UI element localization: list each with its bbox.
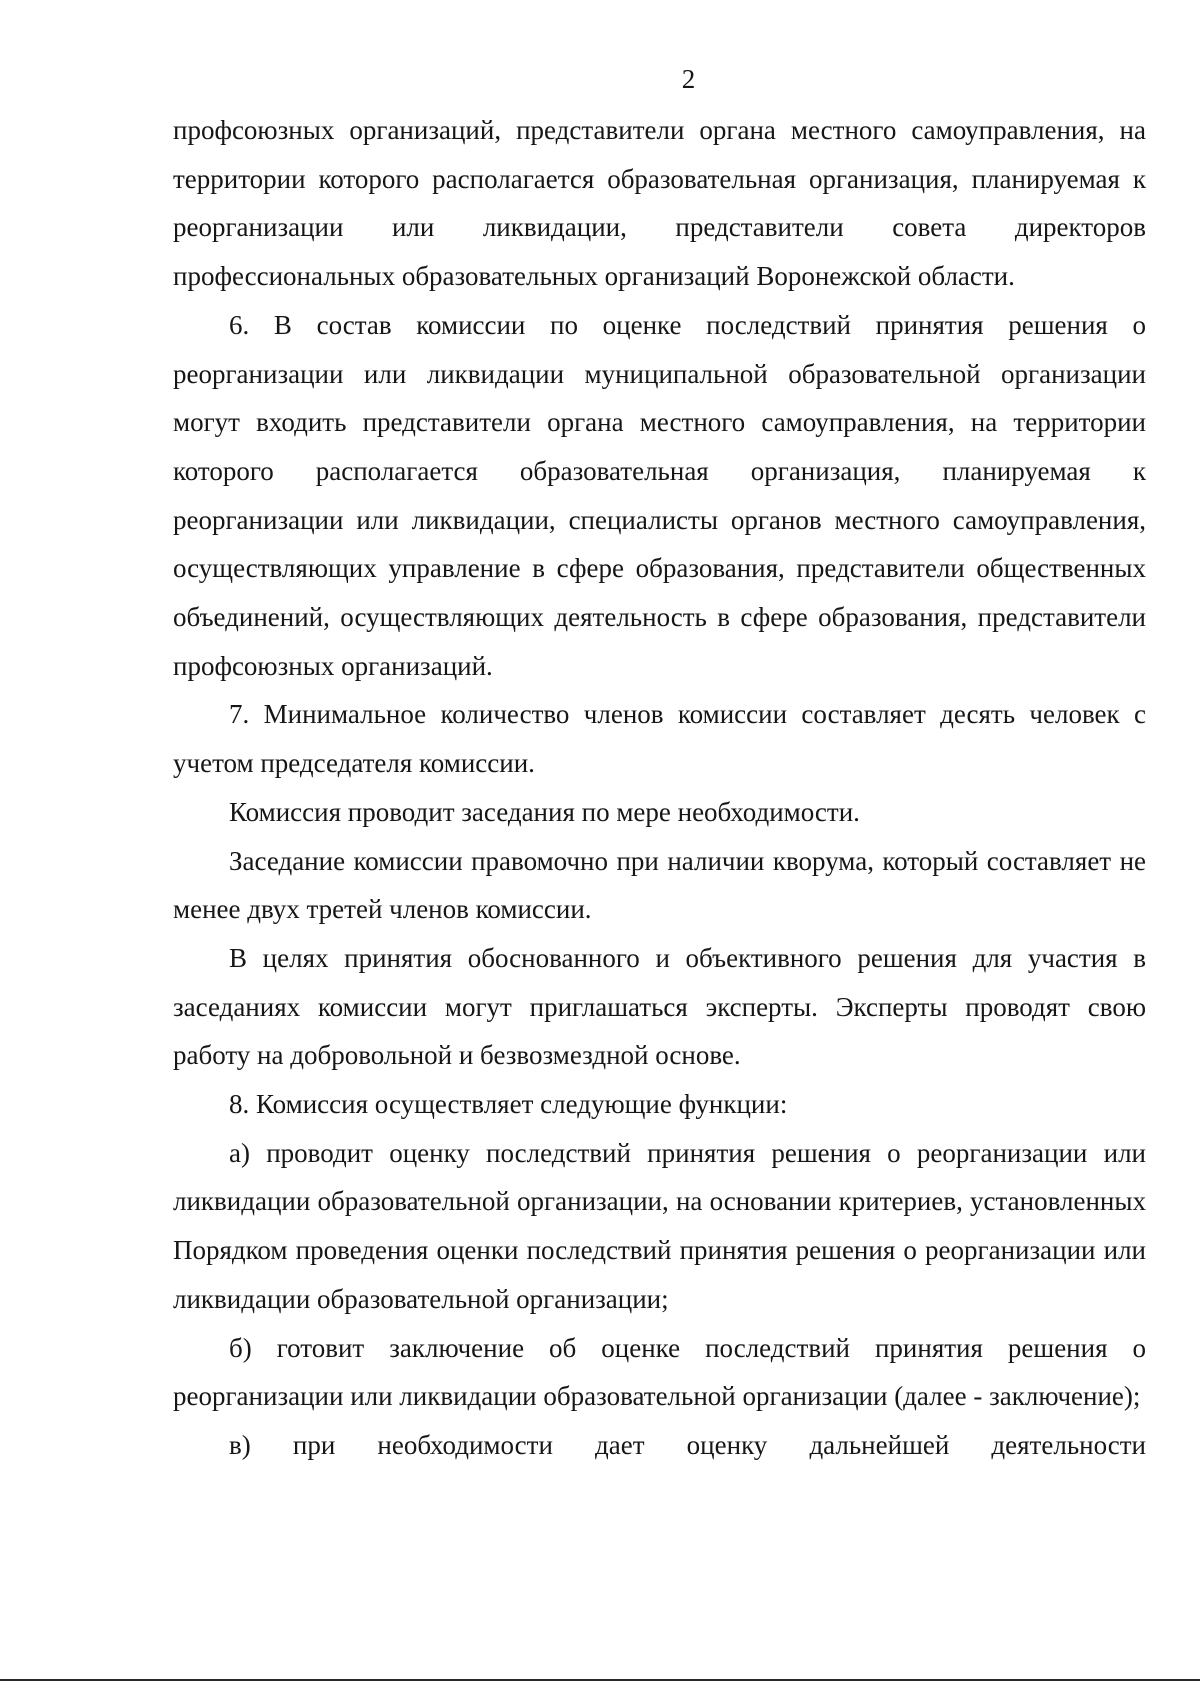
paragraph-function-a: а) проводит оценку последствий принятия решения о реорганизации или ликвидации образовательной организации, на основании критериев, установленных Порядком проведения оценки последствий принятия решения о реорганизации или ликвидации образовательной организации; [173, 1137, 1146, 1314]
paragraph-item-6: 6. В состав комиссии по оценке последствий принятия решения о реорганизации или ликвидации муниципальной образовательной организации могут входить представители органа местного самоуправления, на территории которого располагается образовательная организация, планируемая к реорганизации или ликвидации, специалисты органов местного самоуправления, осуществляющих управление в сфере образования, представители общественных объединений, осуществляющих деятельность в сфере образования, представители профсоюзных организаций. [173, 309, 1146, 681]
paragraph-function-b: б) готовит заключение об оценке последствий принятия решения о реорганизации или ликвидации образовательной организации (далее - заключение); [173, 1332, 1146, 1412]
paragraph-item-8: 8. Комиссия осуществляет следующие функции: [229, 1089, 788, 1120]
paragraph-item-7: 7. Минимальное количество членов комиссии составляет десять человек с учетом председателя комиссии. [173, 699, 1146, 779]
document-body [173, 106, 1146, 1470]
paragraph-meetings: Комиссия проводит заседания по мере необходимости. [229, 796, 860, 827]
paragraph-function-v: в) при необходимости дает оценку дальнейшей деятельности [229, 1429, 1146, 1460]
page-number: 2 [681, 64, 696, 94]
paragraph-experts: В целях принятия обоснованного и объективного решения для участия в заседаниях комиссии могут приглашаться эксперты. Эксперты проводят свою работу на добровольной и безвозмездной основе. [173, 942, 1146, 1071]
paragraph-quorum: Заседание комиссии правомочно при наличии кворума, который составляет не менее двух третей членов комиссии. [173, 845, 1146, 925]
page-bottom-rule [0, 1679, 1200, 1681]
paragraph-continuation: профсоюзных организаций, представители органа местного самоуправления, на территории которого располагается образовательная организация, планируемая к реорганизации или ликвидации, представители совета директоров профессиональных образовательных организаций Воронежской области. [173, 115, 1146, 292]
